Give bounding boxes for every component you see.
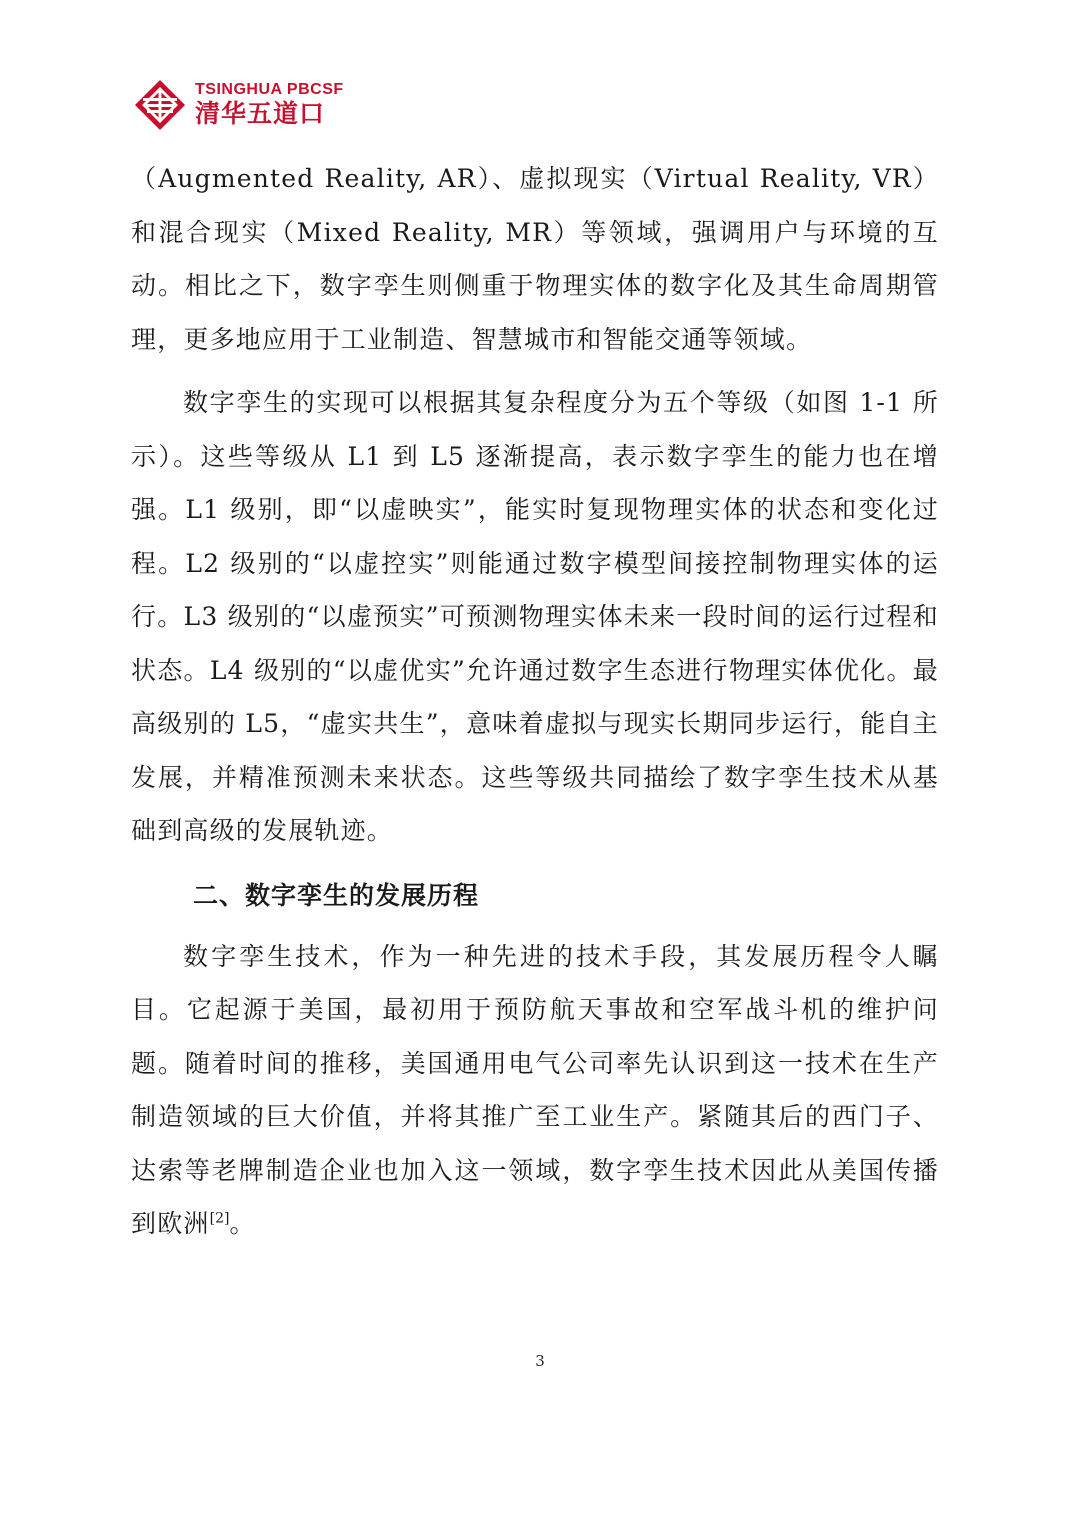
document-body <box>131 152 939 1251</box>
logo-text <box>195 81 344 129</box>
page-header <box>133 76 344 134</box>
section-heading: 二、数字孪生的发展历程 <box>193 880 480 910</box>
paragraph-text: 数字孪生技术，作为一种先进的技术手段，其发展历程令人瞩目。它起源于美国，最初用于预防航天事故和空军战斗机的维护问题。随着时间的推移，美国通用电气公司率先认识到这一技术在生产制造领域的巨大价值，并将其推广至工业生产。紧随其后的西门子、达索等老牌制造企业也加入这一领域，数字孪生技术因此从美国传播到欧洲 <box>131 941 939 1238</box>
paragraph-end: 。 <box>229 1209 256 1238</box>
stacked-roof-emblem-icon <box>133 78 187 132</box>
logo-english-name: TSINGHUA PBCSF <box>195 81 344 98</box>
page-number: 3 <box>535 1352 545 1370</box>
logo-chinese-name: 清华五道口 <box>195 99 326 128</box>
paragraph-development-history <box>131 930 939 1251</box>
paragraph-digital-twin-levels: 数字孪生的实现可以根据其复杂程度分为五个等级（如图 1-1 所示）。这些等级从 L1 到 L5 逐渐提高，表示数字孪生的能力也在增强。L1 级别，即“以虚映实”，能实时复现物理实体的状态和变化过程。L2 级别的“以虚控实”则能通过数字模型间接控制物理实体的运行。L3 级别的“以虚预实”可预测物理实体未来一段时间的运行过程和状态。L4 级别的“以虚优实”允许通过数字生态进行物理实体优化。最高级别的 L5，“虚实共生”，意味着虚拟与现实长期同步运行，能自主发展，并精准预测未来状态。这些等级共同描绘了数字孪生技术从基础到高级的发展轨迹。 <box>131 388 939 845</box>
paragraph-continuation: （Augmented Reality, AR）、虚拟现实（Virtual Reality, VR）和混合现实（Mixed Reality, MR）等领域，强调用户与环境的互动。相比之下，数字孪生则侧重于物理实体的数字化及其生命周期管理，更多地应用于工业制造、智慧城市和智能交通等领域。 <box>131 164 939 354</box>
citation-reference[interactable]: [2] <box>209 1210 230 1227</box>
